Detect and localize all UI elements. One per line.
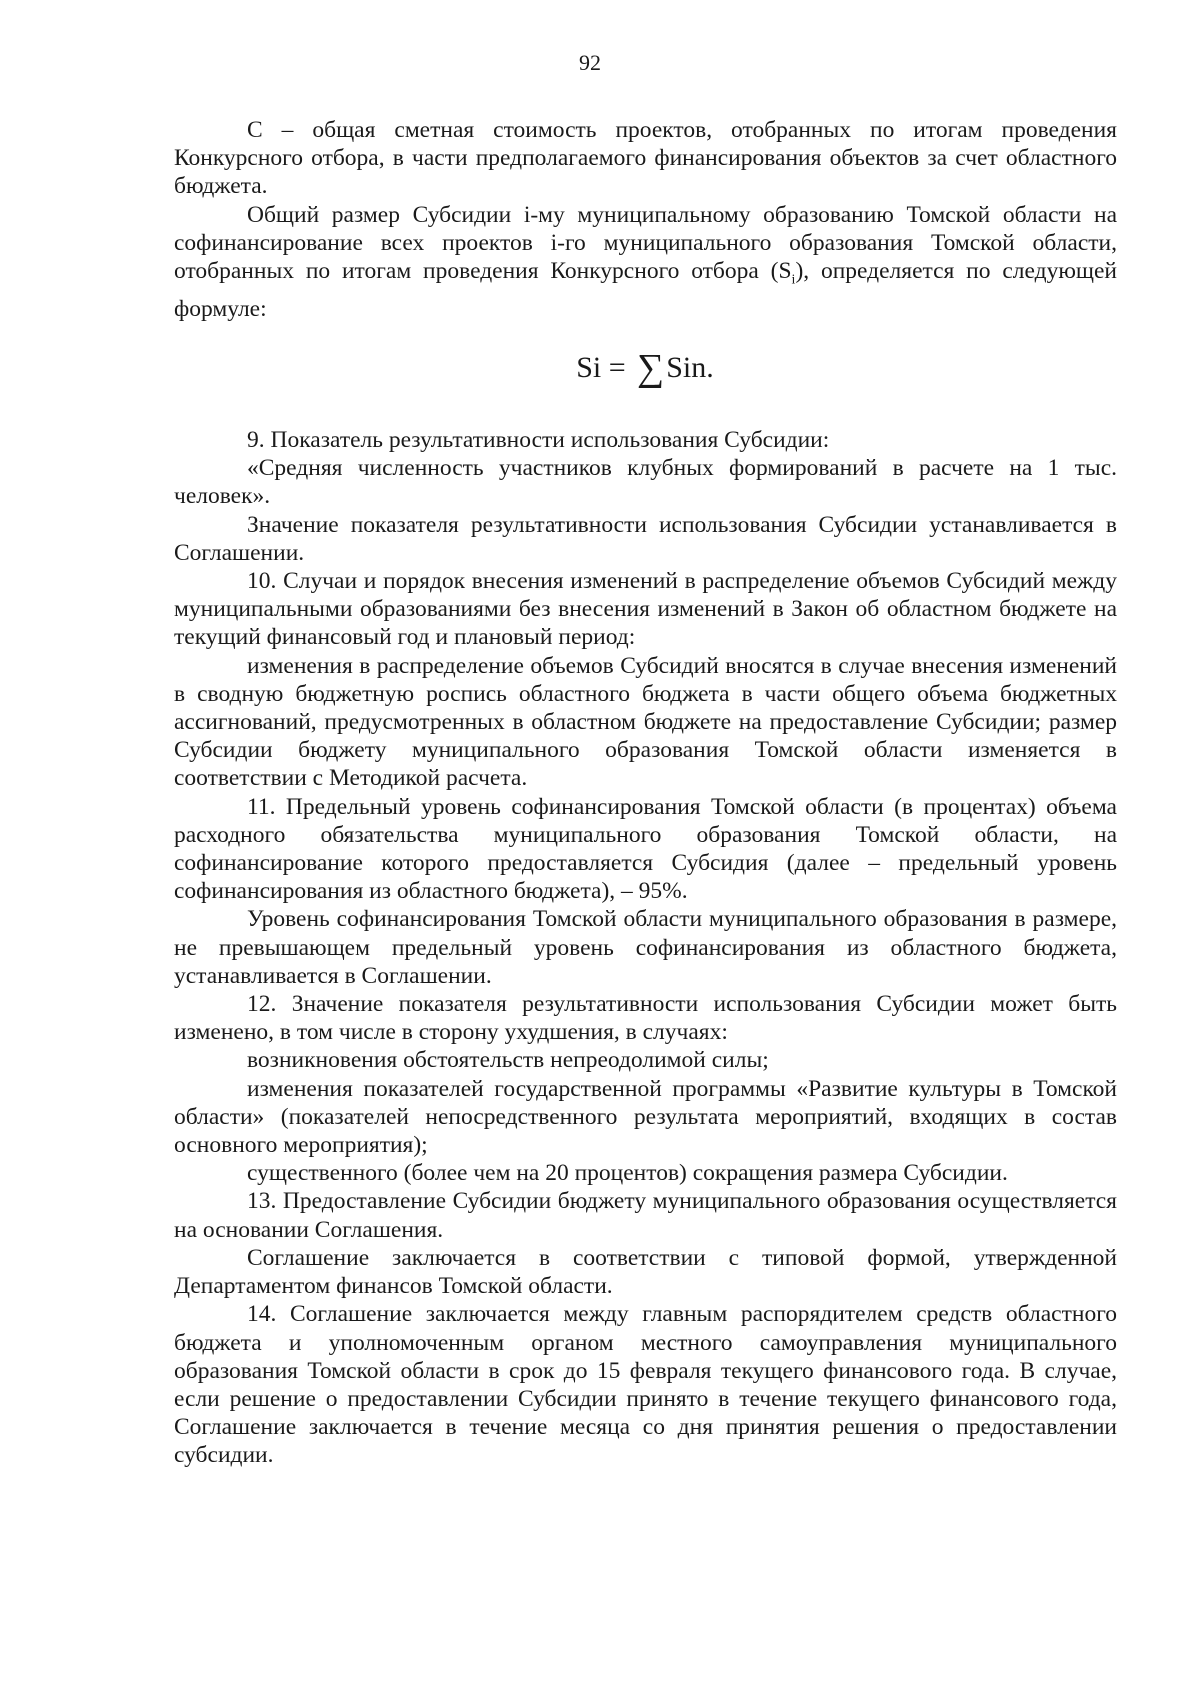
paragraph-9-heading: 9. Показатель результативности использования Субсидии: [247, 427, 830, 453]
paragraph-11-limit: 11. Предельный уровень софинансирования Томской области (в процентах) объема расходного обязательства муниципального образования Томской области, на софинансирование которого предоставляется Субсидия (далее – предельный уровень софинансирования из областного бюджета), – 95%. [174, 793, 1117, 905]
formula-right: Sin. [666, 351, 714, 384]
subscript-i: i [791, 272, 796, 288]
page-number: 92 [579, 50, 601, 75]
paragraph-12-case-reduction: существенного (более чем на 20 процентов) сокращения размера Субсидии. [247, 1160, 1008, 1187]
text-block-main [174, 426, 1117, 1470]
paragraph-13-form: Соглашение заключается в соответствии с типовой формой, утвержденной Департаментом финансов Томской области. [174, 1244, 1117, 1300]
formula [0, 347, 1200, 389]
paragraph-12-case-program: изменения показателей государственной программы «Развитие культуры в Томской области» (показателей непосредственного результата мероприятий, входящих в состав основного мероприятия); [174, 1075, 1117, 1159]
paragraph-11-level: Уровень софинансирования Томской области муниципального образования в размере, не превышающем предельный уровень софинансирования из областного бюджета, устанавливается в Соглашении. [174, 906, 1117, 989]
paragraph-14-agreement: 14. Соглашение заключается между главным распорядителем средств областного бюджета и уполномоченным органом местного самоуправления муниципального образования Томской области в срок до 15 февраля текущего финансового года. В случае, если решение о предоставлении Субсидии принято в течение текущего финансового года, Соглашение заключается в течение месяца со дня принятия решения о предоставлении субсидии. [174, 1301, 1117, 1469]
sigma-symbol: ∑ [637, 347, 665, 389]
formula-left: Si = [576, 351, 634, 384]
paragraph-10-heading: 10. Случаи и порядок внесения изменений в распределение объемов Субсидий между муниципальными образованиями без внесения изменений в Закон об областном бюджете на текущий финансовый год и плановый период: [174, 568, 1117, 651]
paragraph-subsidy-size-tail: ), определяется по следующей формуле: [174, 258, 1117, 322]
paragraph-subsidy-size [174, 201, 1117, 324]
paragraph-subsidy-size-text: Общий размер Субсидии i-му муниципальному образованию Томской области на софинансирование всех проектов i-го муниципального образования Томской области, отобранных по итогам проведения Конкурсного отбора (S [174, 201, 1117, 285]
paragraph-12-case-force: возникновения обстоятельств непреодолимой силы; [247, 1047, 769, 1074]
paragraph-13-provision: 13. Предоставление Субсидии бюджету муниципального образования осуществляется на основании Соглашения. [174, 1188, 1117, 1243]
paragraph-9-indicator: «Средняя численность участников клубных формирований в расчете на 1 тыс. человек». [174, 455, 1117, 510]
paragraph-12-heading: 12. Значение показателя результативности использования Субсидии может быть изменено, в том числе в сторону ухудшения, в случаях: [174, 991, 1117, 1046]
paragraph-10-changes: изменения в распределение объемов Субсидий вносятся в случае внесения изменений в сводную бюджетную роспись областного бюджета в части общего объема бюджетных ассигнований, предусмотренных в областном бюджете на предоставление Субсидии; размер Субсидии бюджету муниципального образования Томской области изменяется в соответствии с Методикой расчета. [174, 652, 1117, 792]
paragraph-c-definition: С – общая сметная стоимость проектов, отобранных по итогам проведения Конкурсного отбора, в части предполагаемого финансирования объектов за счет областного бюджета. [174, 117, 1117, 200]
text-block-top [174, 116, 1117, 323]
paragraph-9-value: Значение показателя результативности использования Субсидии устанавливается в Соглашении. [174, 511, 1117, 566]
